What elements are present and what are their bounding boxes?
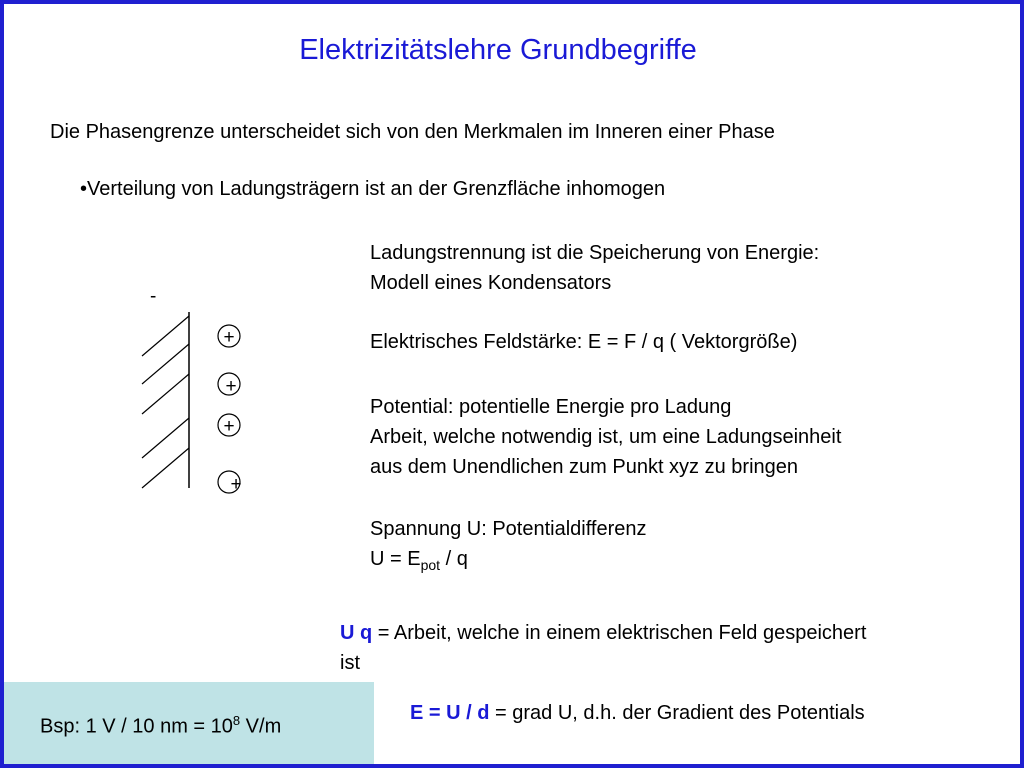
uq-line-2: ist	[340, 652, 360, 674]
potential-line-1: Potential: potentielle Energie pro Ladung	[370, 396, 732, 418]
potential-line-3: aus dem Unendlichen zum Punkt xyz zu bringen	[370, 456, 799, 478]
separation-line-1: Ladungstrennung ist die Speicherung von Energie:	[370, 242, 820, 264]
example-text	[40, 713, 281, 739]
field-strength-text: Elektrisches Feldstärke: E = F / q ( Vektorgröße)	[370, 331, 798, 353]
uq-rest: = Arbeit, welche in einem elektrischen Feld gespeichert	[372, 622, 867, 644]
bullet-text: •Verteilung von Ladungsträgern ist an der Grenzfläche inhomogen	[80, 178, 666, 200]
voltage-formula-subscript: pot	[420, 557, 441, 573]
voltage-line-1: Spannung U: Potentialdifferenz	[370, 518, 647, 540]
minus-charge-label: -	[150, 286, 157, 307]
example-suffix: V/m	[240, 715, 282, 738]
uq-statement	[340, 618, 866, 678]
voltage-formula-suffix: / q	[440, 548, 468, 570]
intro-text: Die Phasengrenze unterscheidet sich von den Merkmalen im Inneren einer Phase	[50, 121, 775, 143]
plate-hatch-line	[142, 418, 189, 458]
gradient-bold: E = U / d	[410, 702, 490, 724]
potential-block	[370, 392, 841, 482]
plus-charge	[218, 373, 240, 397]
example-prefix: Bsp: 1 V / 10 nm = 10	[40, 715, 233, 738]
voltage-formula	[370, 544, 647, 580]
plus-charge-label: +	[223, 327, 235, 348]
gradient-rest: = grad U, d.h. der Gradient des Potentials	[489, 702, 865, 724]
plus-charge	[218, 325, 240, 348]
plate-hatch-line	[142, 374, 189, 414]
potential-line-2: Arbeit, welche notwendig ist, um eine Ladungseinheit	[370, 426, 842, 448]
uq-bold: U q	[340, 622, 373, 644]
separation-line-2: Modell eines Kondensators	[370, 272, 612, 294]
separation-block	[370, 238, 819, 298]
plus-charge-label: +	[230, 474, 242, 495]
plus-charge	[218, 471, 242, 495]
gradient-statement	[410, 698, 865, 728]
plus-charge	[218, 414, 240, 437]
example-exponent: 8	[232, 713, 241, 728]
slide-title: Elektrizitätslehre Grundbegriffe	[299, 34, 697, 66]
plus-charge-label: +	[225, 376, 237, 397]
example-box	[4, 682, 374, 764]
voltage-block	[370, 514, 647, 580]
plate-hatch-line	[142, 448, 189, 488]
plus-charge-label: +	[223, 416, 235, 437]
voltage-formula-prefix: U = E	[370, 548, 421, 570]
